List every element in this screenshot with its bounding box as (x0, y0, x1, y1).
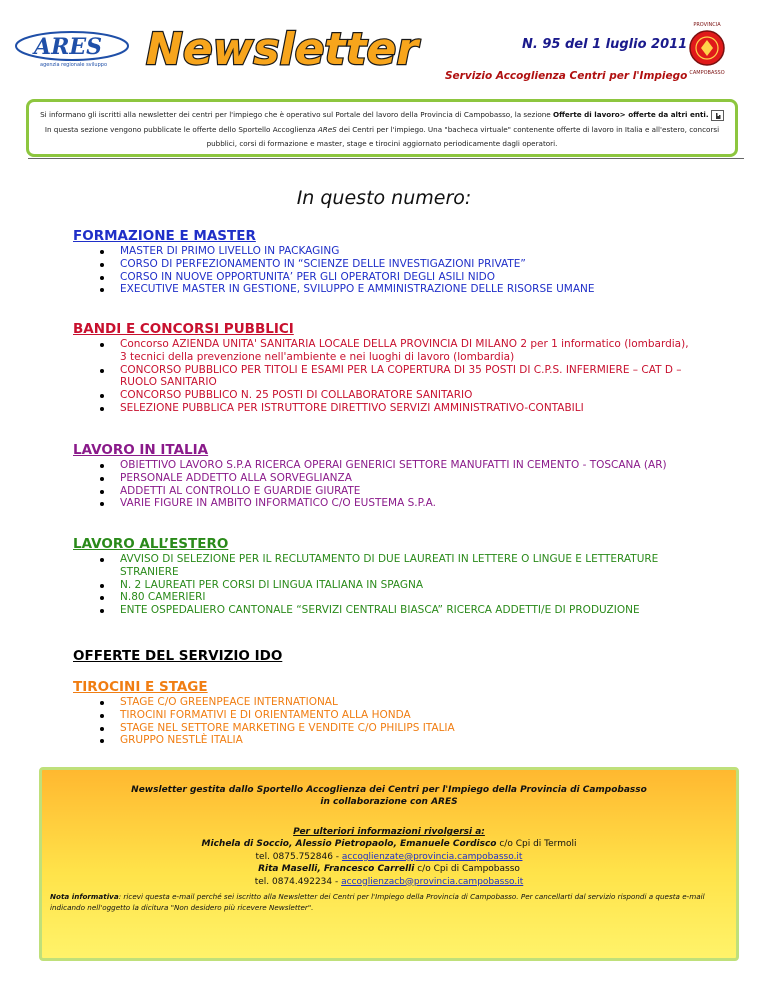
footer-note (50, 891, 730, 913)
note-label: Nota informativa (50, 892, 119, 901)
email-link-termoli[interactable]: accoglienzate@provincia.campobasso.it (341, 851, 523, 862)
list-tirocini (100, 696, 700, 747)
list-item[interactable]: N. 2 LAUREATI PER CORSI DI LINGUA ITALIANA IN SPAGNA (100, 579, 670, 592)
list-bandi (100, 338, 690, 415)
footer-box (39, 767, 739, 961)
newsletter-title-text: Newsletter (146, 24, 419, 75)
hand-pointer-icon (711, 110, 724, 121)
issue-heading: In questo numero: (296, 187, 472, 209)
footer-line-2: in collaborazione con ARES (320, 797, 458, 807)
section-title-ido[interactable]: OFFERTE DEL SERVIZIO IDO (73, 648, 283, 664)
list-item[interactable]: MASTER DI PRIMO LIVELLO IN PACKAGING (100, 245, 700, 258)
list-item[interactable]: PERSONALE ADDETTO ALLA SORVEGLIANZA (100, 472, 670, 485)
list-item[interactable]: ENTE OSPEDALIERO CANTONALE “SERVIZI CENTRALI BIASCA” RICERCA ADDETTI/E DI PRODUZIONE (100, 604, 670, 617)
notice-text-2: In questa sezione vengono pubblicate le offerte dello Sportello Accoglienza (44, 124, 318, 134)
section-title-italia[interactable]: LAVORO IN ITALIA (73, 442, 209, 458)
list-item[interactable]: STAGE NEL SETTORE MARKETING E VENDITE C/O PHILIPS ITALIA (100, 722, 700, 735)
list-item[interactable]: AVVISO DI SELEZIONE PER IL RECLUTAMENTO DI DUE LAUREATI IN LETTERE O LINGUE E LETTERATURE STRANIERE (100, 553, 670, 579)
list-item[interactable]: ADDETTI AL CONTROLLO E GUARDIE GIURATE (100, 485, 670, 498)
divider (28, 158, 744, 159)
notice-text-3: dei Centri per l'impiego. Una "bacheca virtuale" contenente offerte di lavoro in Italia e all'estero, concorsi pubblici, corsi di formazione e master, stage e tirocini aggiornato periodicamente dagli operatori. (206, 124, 720, 148)
section-title-bandi[interactable]: BANDI E CONCORSI PUBBLICI (73, 321, 294, 337)
service-name: Servizio Accoglienza Centri per l'Impiego (445, 70, 688, 82)
contact-place-campobasso: c/o Cpi di Campobasso (414, 864, 520, 875)
contact-tel-termoli: tel. 0875.752846 - (255, 851, 342, 862)
contact-tel-campobasso: tel. 0874.492234 - (254, 876, 342, 887)
email-link-campobasso[interactable]: accoglienzacb@provincia.campobasso.it (341, 876, 524, 887)
contact-heading: Per ulteriori informazioni rivolgersi a: (293, 827, 485, 837)
list-italia (100, 459, 670, 510)
notice-link-offerte[interactable]: Offerte di lavoro> offerte da altri enti. (552, 110, 709, 119)
newsletter-title (142, 18, 442, 78)
list-item[interactable]: OBIETTIVO LAVORO S.P.A RICERCA OPERAI GENERICI SETTORE MANUFATTI IN CEMENTO - TOSCANA (AR) (100, 459, 670, 472)
notice-box (26, 99, 738, 157)
emblem-bottom-text: CAMPOBASSO (689, 70, 725, 76)
note-text: : ricevi questa e-mail perché sei iscritto alla Newsletter dei Centri per l'Impiego della Provincia di Campobasso. Per cancellarti dal servizio rispondi a questa e-mail indicando nell'oggetto la dicitura "Non desidero più ricevere Newsletter". (50, 892, 705, 912)
list-formazione (100, 245, 700, 296)
list-item[interactable]: TIROCINI FORMATIVI E DI ORIENTAMENTO ALLA HONDA (100, 709, 700, 722)
list-item[interactable]: EXECUTIVE MASTER IN GESTIONE, SVILUPPO E AMMINISTRAZIONE DELLE RISORSE UMANE (100, 283, 700, 296)
list-item[interactable]: Concorso AZIENDA UNITA' SANITARIA LOCALE DELLA PROVINCIA DI MILANO 2 per 1 informatico (lombardia), 3 tecnici della prevenzione nell'ambiente e nei luoghi di lavoro (lombardia) (100, 338, 690, 364)
footer-header (42, 784, 736, 808)
list-item[interactable]: SELEZIONE PUBBLICA PER ISTRUTTORE DIRETTIVO SERVIZI AMMINISTRATIVO-CONTABILI (100, 402, 690, 415)
footer-contacts (42, 826, 736, 888)
province-emblem (682, 18, 732, 78)
notice-ares: AReS (317, 124, 337, 134)
notice-text-1: Si informano gli iscritti alla newsletter dei centri per l'impiego che è operativo sul Portale del lavoro della Provincia di Campobasso, la sezione (40, 110, 553, 119)
emblem-top-text: PROVINCIA (693, 22, 721, 28)
section-title-formazione[interactable]: FORMAZIONE E MASTER (73, 228, 256, 244)
list-item[interactable]: CONCORSO PUBBLICO N. 25 POSTI DI COLLABORATORE SANITARIO (100, 389, 690, 402)
contact-names-termoli: Michela di Soccio, Alessio Pietropaolo, Emanuele Cordisco (201, 839, 497, 850)
list-item[interactable]: CONCORSO PUBBLICO PER TITOLI E ESAMI PER LA COPERTURA DI 35 POSTI DI C.P.S. INFERMIERE – CAT D – RUOLO SANITARIO (100, 364, 690, 390)
section-title-tirocini[interactable]: TIROCINI E STAGE (73, 679, 208, 695)
footer-line-1: Newsletter gestita dallo Sportello Accoglienza dei Centri per l'Impiego della Provincia di Campobasso (131, 785, 647, 795)
list-item[interactable]: VARIE FIGURE IN AMBITO INFORMATICO C/O EUSTEMA S.P.A. (100, 497, 670, 510)
contact-names-campobasso: Rita Maselli, Francesco Carrelli (258, 864, 415, 875)
list-item[interactable]: CORSO IN NUOVE OPPORTUNITA’ PER GLI OPERATORI DEGLI ASILI NIDO (100, 271, 700, 284)
list-item[interactable]: GRUPPO NESTLÈ ITALIA (100, 734, 700, 747)
list-estero (100, 553, 670, 617)
issue-number: N. 95 del 1 luglio 2011 (522, 37, 688, 52)
list-item[interactable]: CORSO DI PERFEZIONAMENTO IN “SCIENZE DELLE INVESTIGAZIONI PRIVATE” (100, 258, 700, 271)
list-item[interactable]: N.80 CAMERIERI (100, 591, 670, 604)
list-item[interactable]: STAGE C/O GREENPEACE INTERNATIONAL (100, 696, 700, 709)
contact-place-termoli: c/o Cpi di Termoli (496, 839, 577, 850)
ares-logo (12, 26, 130, 70)
ares-logo-subtext: agenzia regionale sviluppo (40, 62, 107, 68)
ares-logo-text: ARES (34, 34, 103, 60)
section-title-estero[interactable]: LAVORO ALL’ESTERO (73, 536, 229, 552)
